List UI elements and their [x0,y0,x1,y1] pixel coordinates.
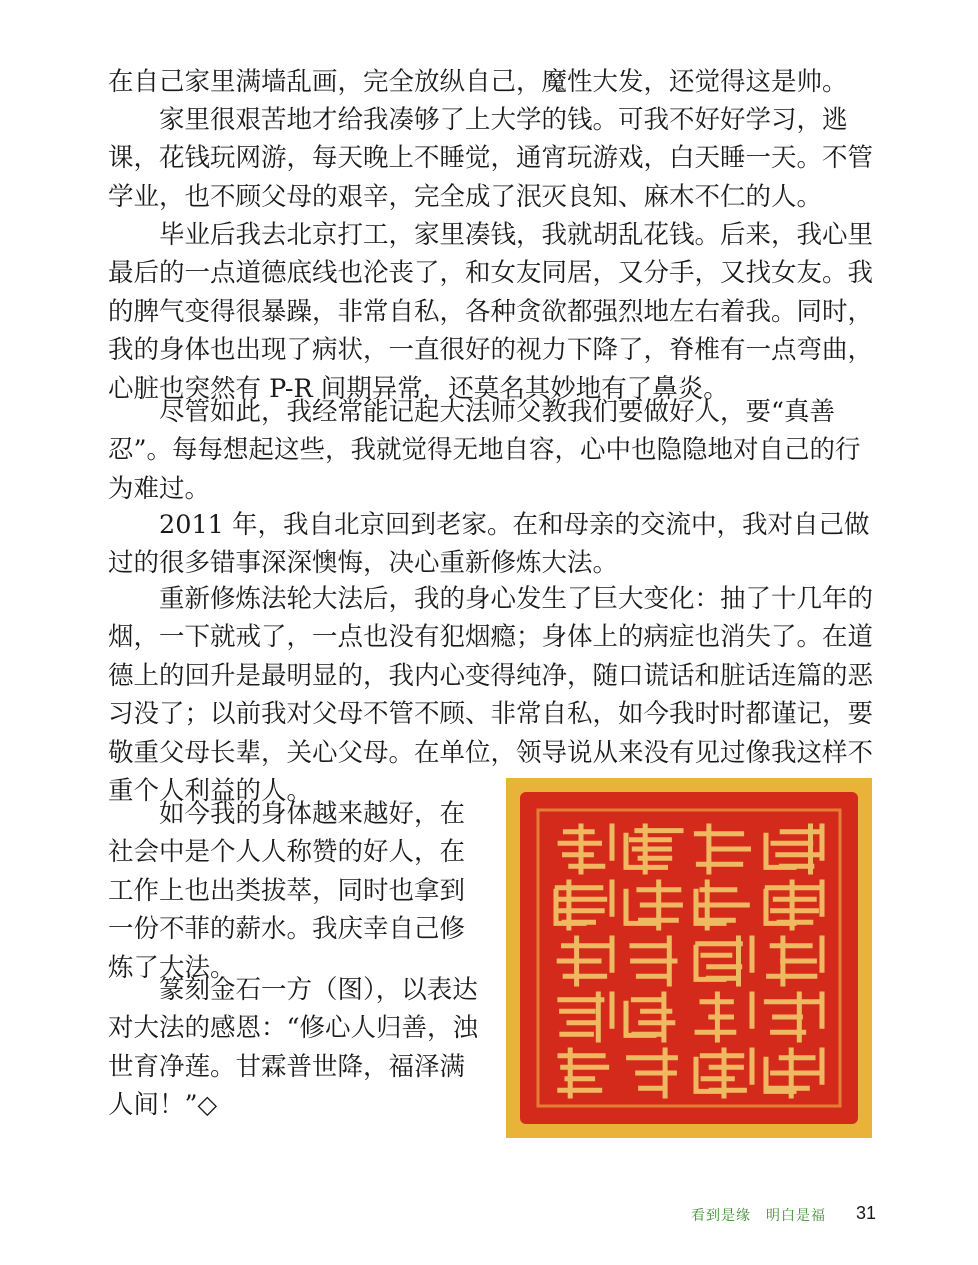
paragraph-4: 尽管如此，我经常能记起大法师父教我们要做好人，要“真善忍”。每每想起这些，我就觉得无地自容，心中也隐隐地对自己的行为难过。 [108,397,861,504]
paragraph-7: 如今我的身体越来越好，在社会中是个人人称赞的好人，在工作上也出类拔萃，同时也拿到一份不菲的薪水。我庆幸自己修炼了大法。 [108,799,466,983]
paragraph-2: 家里很艰苦地才给我凑够了上大学的钱。可我不好好学习，逃课，花钱玩网游，每天晚上不睡觉，通宵玩游戏，白天睡一天。不管学业，也不顾父母的艰辛，完全成了泯灭良知、麻木不仁的人。 [108,105,874,212]
paragraph-8: 篆刻金石一方（图），以表达对大法的感恩：“修心人归善，浊世育净莲。甘霖普世降，福泽满人间！”◇ [108,975,479,1121]
footer-tagline: 看到是缘 明白是福 [691,1208,826,1224]
paragraph-6: 重新修炼法轮大法后，我的身心发生了巨大变化：抽了十几年的烟，一下就戒了，一点也没有犯烟瘾；身体上的病症也消失了。在道德上的回升是最明显的，我内心变得纯净，随口谎话和脏话连篇的恶习没了；以前我对父母不管不顾、非常自私，如今我时时都谨记，要敬重父母长辈，关心父母。在单位，领导说从来没有见过像我这样不重个人利益的人。 [108,584,874,807]
seal-stamp [506,778,872,1138]
page-footer [0,1203,978,1233]
paragraph-1: 在自己家里满墙乱画，完全放纵自己，魔性大发，还觉得这是帅。 [108,67,848,97]
paragraph-5: 2011 年，我自北京回到老家。在和母亲的交流中，我对自己做过的很多错事深深懊悔，决心重新修炼大法。 [108,510,870,579]
seal-glyph [632,938,675,984]
seal-image [506,778,872,1138]
page-number: 31 [855,1203,876,1223]
paragraph-3: 毕业后我去北京打工，家里凑钱，我就胡乱花钱。后来，我心里最后的一点道德底线也沦丧了，和女友同居，又分手，又找女友。我的脾气变得很暴躁，非常自私，各种贪欲都强烈地左右着我。同时，我的身体也出现了病状，一直很好的视力下降了，脊椎有一点弯曲，心脏也突然有 P-R 间期异常，还莫名其妙地有了鼻炎。 [108,220,874,404]
